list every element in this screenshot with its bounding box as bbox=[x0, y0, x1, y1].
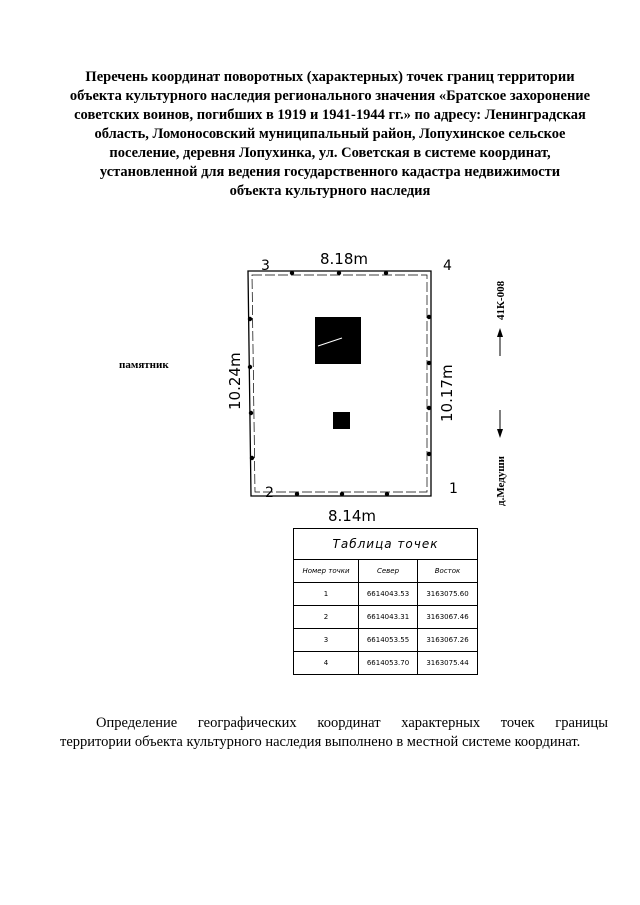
left-length-label: 10.24m bbox=[226, 352, 244, 410]
footer-word: границы bbox=[555, 715, 608, 731]
right-length-label: 10.17m bbox=[438, 364, 456, 422]
point-label-2: 2 bbox=[265, 485, 274, 501]
title-line: Перечень координат поворотных (характерных) точек границ территории bbox=[85, 69, 575, 85]
title-line: поселение, деревня Лопухинка, ул. Советская в системе координат, bbox=[109, 145, 551, 161]
footer-word: Определение bbox=[96, 715, 178, 731]
title-line: объекта культурного наследия регионального значения «Братское захоронение bbox=[69, 88, 591, 104]
footer-word: координат bbox=[317, 715, 381, 731]
title-line: область, Ломоносовский муниципальный район, Лопухинское сельское bbox=[94, 126, 566, 142]
footer-line-2: территории объекта культурного наследия выполнено в местной системе координат. bbox=[60, 734, 581, 750]
cell-point-number: 4 bbox=[294, 652, 359, 675]
point-label-4: 4 bbox=[443, 258, 452, 274]
header-point-number: Номер точки bbox=[294, 560, 359, 583]
cell-north: 6614043.31 bbox=[359, 606, 418, 629]
bottom-length-label: 8.14m bbox=[328, 507, 377, 525]
header-east: Восток bbox=[418, 560, 478, 583]
small-block bbox=[333, 412, 350, 429]
footer-word: характерных bbox=[401, 715, 481, 731]
monument-block bbox=[315, 317, 361, 364]
point-label-1: 1 bbox=[449, 481, 458, 497]
monument-label: памятник bbox=[119, 359, 169, 371]
cell-east: 3163075.44 bbox=[418, 652, 478, 675]
road-arrow-down-icon bbox=[497, 429, 503, 438]
title-line: советских воинов, погибших в 1919 и 1941-1944 гг.» по адресу: Ленинградская bbox=[74, 107, 586, 123]
cell-east: 3163067.26 bbox=[418, 629, 478, 652]
points-table bbox=[293, 528, 478, 675]
cell-north: 6614043.53 bbox=[359, 583, 418, 606]
table-caption: Таблица точек bbox=[294, 529, 478, 560]
header-north: Север bbox=[359, 560, 418, 583]
table-row bbox=[294, 629, 478, 652]
cell-east: 3163075.60 bbox=[418, 583, 478, 606]
footer-paragraph bbox=[60, 714, 608, 752]
top-length-label: 8.18m bbox=[320, 250, 369, 268]
footer-word: точек bbox=[500, 715, 535, 731]
village-label: д.Медуши bbox=[495, 456, 507, 506]
cell-point-number: 1 bbox=[294, 583, 359, 606]
cell-point-number: 2 bbox=[294, 606, 359, 629]
road-label: 41К-008 bbox=[495, 280, 507, 320]
cell-north: 6614053.70 bbox=[359, 652, 418, 675]
table-row bbox=[294, 606, 478, 629]
title-line: установленной для ведения государственного кадастра недвижимости bbox=[99, 164, 561, 180]
footer-word: географических bbox=[197, 715, 297, 731]
cell-north: 6614053.55 bbox=[359, 629, 418, 652]
cell-point-number: 3 bbox=[294, 629, 359, 652]
point-label-3: 3 bbox=[261, 258, 270, 274]
table-row bbox=[294, 583, 478, 606]
table-caption-row bbox=[294, 529, 478, 560]
cell-east: 3163067.46 bbox=[418, 606, 478, 629]
footer-line-1 bbox=[60, 714, 608, 733]
table-header-row bbox=[294, 560, 478, 583]
title-line: объекта культурного наследия bbox=[229, 183, 431, 199]
fence-posts bbox=[248, 271, 431, 496]
road-arrow-up-icon bbox=[497, 328, 503, 337]
boundary-outer bbox=[248, 271, 431, 496]
boundary-inner bbox=[252, 275, 427, 492]
table-row bbox=[294, 652, 478, 675]
